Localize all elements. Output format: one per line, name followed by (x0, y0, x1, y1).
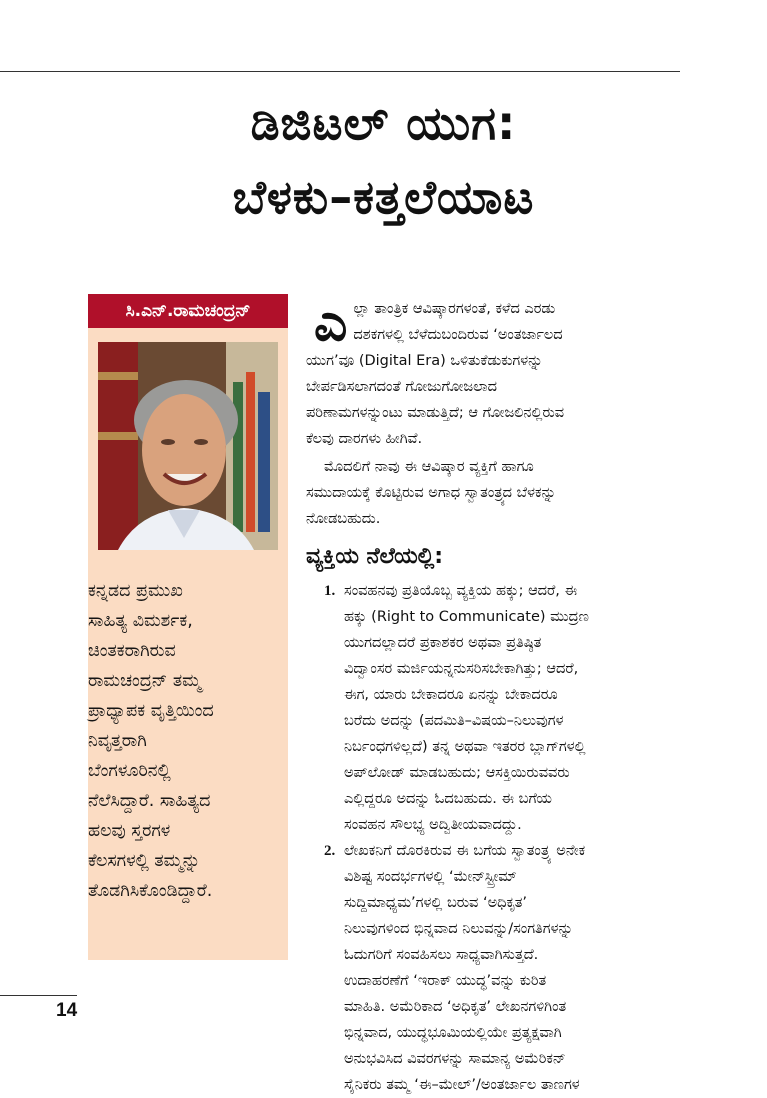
body-line: ಲ್ಲಾ ತಾಂತ್ರಿಕ ಆವಿಷ್ಕಾರಗಳಂತೆ, ಕಳೆದ ಎರಡು (353, 301, 556, 317)
list-number: 2. (324, 843, 336, 859)
footer-rule (0, 995, 77, 996)
body-line: ಸೈನಿಕರು ತಮ್ಮ ‘ಈ–ಮೇಲ್’/ಅಂತರ್ಜಾಲ ತಾಣಗಳ (344, 1077, 580, 1093)
body-line: ನಿಲುವುಗಳಿಂದ ಭಿನ್ನವಾದ ನಿಲುವನ್ನು/ಸಂಗತಿಗಳನ್ನು (344, 921, 574, 937)
bio-line: ಪ್ರಾಧ್ಯಾಪಕ ವೃತ್ತಿಯಿಂದ (88, 701, 214, 721)
body-line: ವಿದ್ವಾಂಸರ ಮರ್ಜಿಯನ್ನನುಸರಿಸಬೇಕಾಗಿತ್ತು; ಆದರೆ, (344, 661, 579, 677)
drop-cap: ಎ (314, 293, 348, 353)
body-line: ಈಗ, ಯಾರು ಬೇಕಾದರೂ ಏನನ್ನು ಬೇಕಾದರೂ (344, 687, 558, 703)
bio-line: ಹಲವು ಸ್ತರಗಳ (88, 821, 171, 841)
bio-line: ನಿವೃತ್ತರಾಗಿ (88, 731, 147, 751)
list-item (306, 838, 682, 1098)
body-line: ಭಿನ್ನವಾದ, ಯುದ್ಧಭೂಮಿಯಲ್ಲಿಯೇ ಪ್ರತ್ಯಕ್ಷವಾಗಿ (344, 1025, 562, 1041)
bio-line: ನೆಲೆಸಿದ್ದಾರೆ. ಸಾಹಿತ್ಯದ (88, 791, 211, 811)
author-bio (88, 576, 284, 906)
bio-line: ಕನ್ನಡದ ಪ್ರಮುಖ (88, 581, 183, 601)
intro-paragraph (306, 293, 682, 452)
body-line: ಬರೆದು ಅದನ್ನು (ಪದಮಿತಿ–ವಿಷಯ–ನಿಲುವುಗಳ (344, 713, 564, 729)
body-line: ಸಂವಹನ ಸೌಲಭ್ಯ ಅದ್ವಿತೀಯವಾದದ್ದು. (344, 817, 522, 833)
second-paragraph (306, 454, 682, 532)
article-title-line-2: ಬೆಳಕು–ಕತ್ತಲೆಯಾಟ (232, 170, 535, 224)
body-line: ಮಾಹಿತಿ. ಅಮೆರಿಕಾದ ‘ಅಧಿಕೃತ’ ಲೇಖನಗಳಿಗಿಂತ (344, 999, 567, 1015)
article-title-line-1: ಡಿಜಿಟಲ್ ಯುಗ: (250, 96, 517, 150)
body-line: ನಿರ್ಬಂಧಗಳಿಲ್ಲದೆ) ತನ್ನ ಅಥವಾ ಇತರರ ಬ್ಲಾಗ್‌ಗಳಲ್ಲಿ (344, 739, 586, 755)
author-name: ಸಿ.ಎನ್.ರಾಮಚಂದ್ರನ್ (88, 294, 288, 328)
bio-line: ರಾಮಚಂದ್ರನ್ ತಮ್ಮ (88, 671, 202, 691)
body-line: ಲೇಖಕನಿಗೆ ದೊರಕಿರುವ ಈ ಬಗೆಯ ಸ್ವಾತಂತ್ರ್ಯ ಅನೇಕ (344, 843, 586, 859)
bio-line: ಬೆಂಗಳೂರಿನಲ್ಲಿ (88, 761, 171, 781)
list-number: 1. (324, 583, 336, 599)
body-line: ಸಮುದಾಯಕ್ಕೆ ಕೊಟ್ಟಿರುವ ಅಗಾಧ ಸ್ವಾತಂತ್ರ್ಯದ ಬೆಳಕನ್ನು (306, 485, 557, 501)
body-line: ದಶಕಗಳಲ್ಲಿ ಬೆಳೆದುಬಂದಿರುವ ‘ಅಂತರ್ಜಾಲದ (353, 327, 563, 343)
page-number: 14 (56, 1000, 78, 1021)
body-line: ಮೊದಲಿಗೆ ನಾವು ಈ ಆವಿಷ್ಕಾರ ವ್ಯಕ್ತಿಗೆ ಹಾಗೂ (324, 459, 534, 475)
bio-line: ತೊಡಗಿಸಿಕೊಂಡಿದ್ದಾರೆ. (88, 881, 213, 901)
header-rule (0, 71, 680, 72)
body-line: ಎಲ್ಲಿದ್ದರೂ ಅದನ್ನು ಓದಬಹುದು. ಈ ಬಗೆಯ (344, 791, 552, 807)
body-line: ವಿಶಿಷ್ಟ ಸಂದರ್ಭಗಳಲ್ಲಿ ‘ಮೇನ್‌ಸ್ಟ್ರೀಮ್ (344, 869, 517, 885)
body-line: ಉದಾಹರಣೆಗೆ ‘ಇರಾಕ್ ಯುದ್ಧ’ವನ್ನು ಕುರಿತ (344, 973, 547, 989)
body-line: ನೋಡಬಹುದು. (306, 511, 381, 527)
section-heading: ವ್ಯಕ್ತಿಯ ನೆಲೆಯಲ್ಲಿ: (306, 544, 444, 569)
body-line: ಓದುಗರಿಗೆ ಸಂವಹಿಸಲು ಸಾಧ್ಯವಾಗಿಸುತ್ತದೆ. (344, 947, 539, 963)
body-line: ಯುಗ’ವೂ (Digital Era) ಒಳಿತುಕೆಡುಕುಗಳನ್ನು (306, 353, 543, 369)
body-line: ಅಪ್‌ಲೋಡ್ ಮಾಡಬಹುದು; ಆಸಕ್ತಿಯಿರುವವರು (344, 765, 570, 781)
body-line: ಸಂವಹನವು ಪ್ರತಿಯೊಬ್ಬ ವ್ಯಕ್ತಿಯ ಹಕ್ಕು; ಆದರೆ, ಈ (344, 583, 578, 599)
bio-line: ಸಾಹಿತ್ಯ ವಿಮರ್ಶಕ, (88, 611, 193, 631)
body-line: ಯುಗದಲ್ಲಾದರೆ ಪ್ರಕಾಶಕರ ಅಥವಾ ಪ್ರತಿಷ್ಠಿತ (344, 635, 542, 651)
bio-line: ಚಿಂತಕರಾಗಿರುವ (88, 641, 176, 661)
author-photo (98, 342, 278, 550)
body-line: ಪರಿಣಾಮಗಳನ್ನುಂಟು ಮಾಡುತ್ತಿದೆ; ಆ ಗೋಜಲಿನಲ್ಲಿರುವ (306, 405, 565, 421)
list-item (306, 578, 682, 838)
body-line: ಕೆಲವು ದಾರಗಳು ಹೀಗಿವೆ. (306, 431, 423, 447)
author-sidebar (88, 294, 288, 960)
body-line: ಸುದ್ದಿಮಾಧ್ಯಮ’ಗಳಲ್ಲಿ ಬರುವ ‘ಅಧಿಕೃತ’ (344, 895, 528, 911)
body-line: ಬೇರ್ಪಡಿಸಲಾಗದಂತೆ ಗೋಜುಗೋಜಲಾದ (306, 379, 498, 395)
body-line: ಹಕ್ಕು (Right to Communicate) ಮುದ್ರಣ (344, 609, 589, 625)
article-body (306, 293, 682, 1098)
bio-line: ಕೆಲಸಗಳಲ್ಲಿ ತಮ್ಮನ್ನು (88, 851, 201, 871)
body-line: ಅನುಭವಿಸಿದ ವಿವರಗಳನ್ನು ಸಾಮಾನ್ಯ ಅಮೆರಿಕನ್ (344, 1051, 566, 1067)
